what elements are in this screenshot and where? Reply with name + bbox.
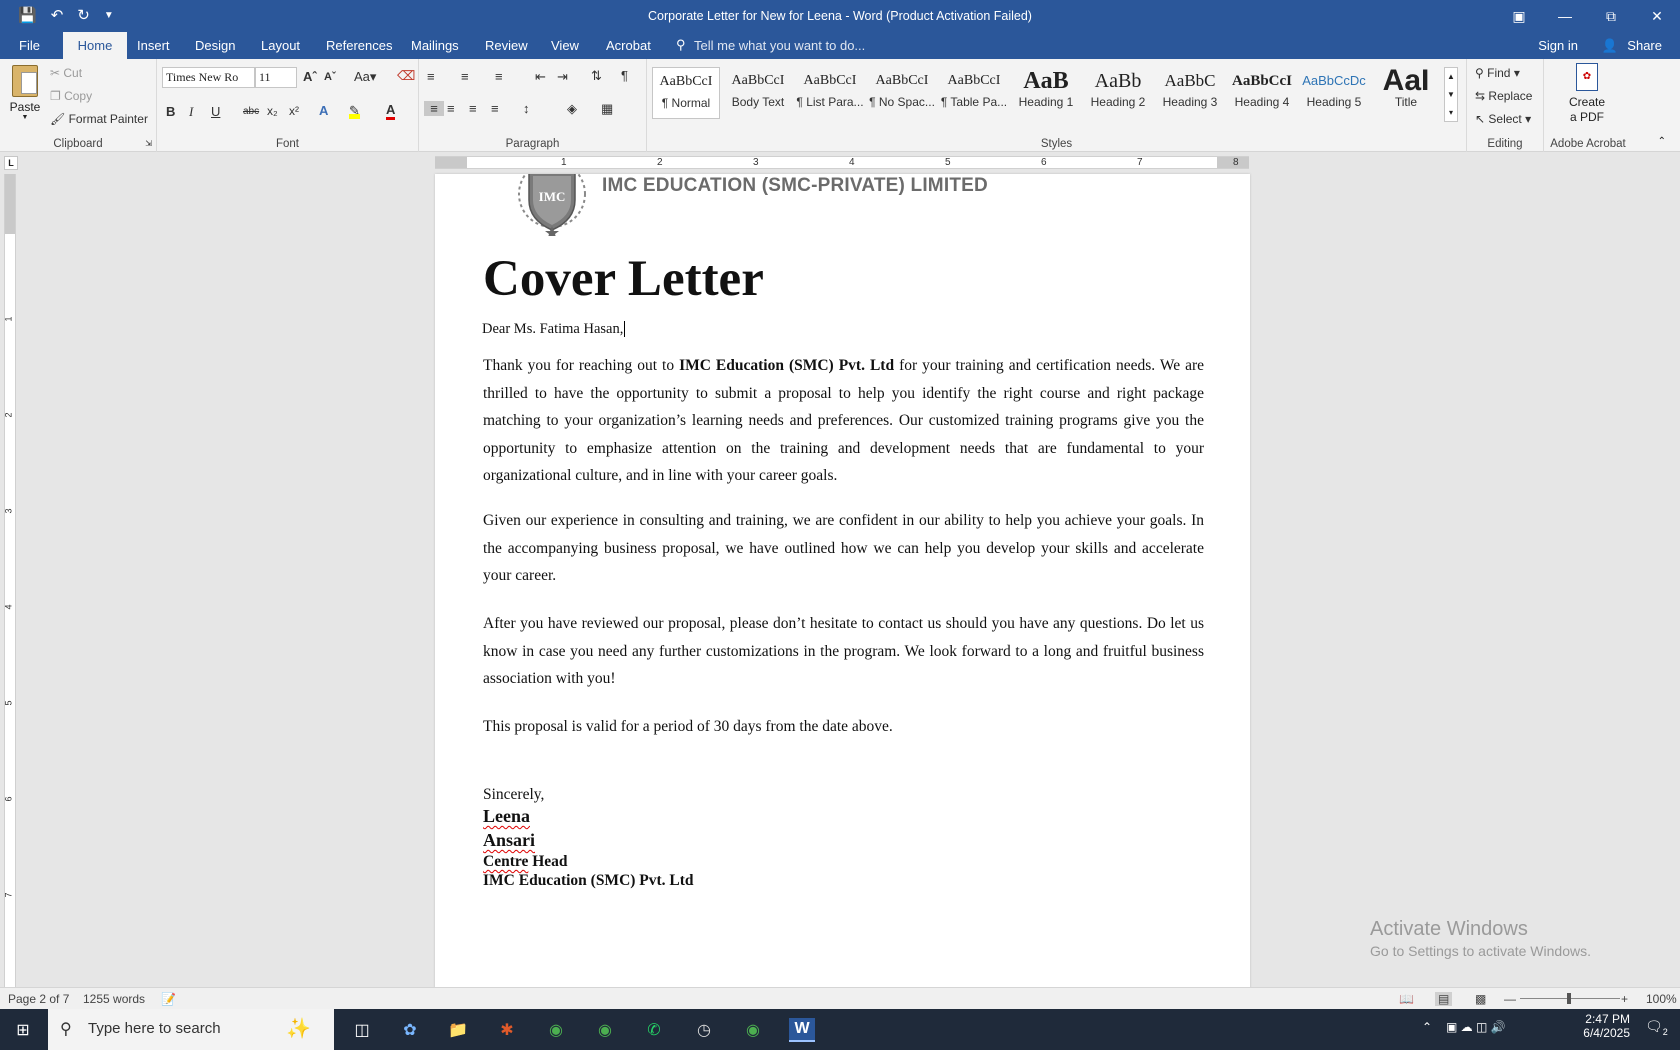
search-icon: ⚲: [1475, 66, 1484, 80]
adobe-acrobat-label: Adobe Acrobat: [1550, 138, 1626, 150]
zoom-out-icon[interactable]: —: [1504, 992, 1516, 1006]
web-layout-icon[interactable]: ▩: [1475, 992, 1487, 1006]
cover-letter-heading: Cover Letter: [483, 251, 764, 307]
ruler-mark: 8: [1233, 157, 1239, 168]
show-formatting-icon[interactable]: ¶: [621, 68, 628, 83]
style-list-paragraph[interactable]: AaBbCcI ¶ List Para...: [796, 73, 864, 109]
grow-font-icon[interactable]: Aˆ: [303, 69, 317, 84]
salutation: Dear Ms. Fatima Hasan,: [482, 321, 624, 337]
tab-review[interactable]: Review: [485, 38, 528, 53]
notification-center-icon[interactable]: $🗨_2$: [1645, 1018, 1668, 1037]
windows-start-icon[interactable]: ⊞: [16, 1022, 30, 1039]
paragraph-3: After you have reviewed our proposal, please don’t hesitate to contact us should you have any questions. Do let us know in case you need any further customizations in the program. We look forward to a long and fruitful business association with you!: [483, 615, 1204, 687]
style-heading-2[interactable]: AaBb Heading 2: [1090, 70, 1146, 109]
bullets-icon[interactable]: ≡: [427, 69, 435, 84]
window-controls: [1496, 0, 1680, 32]
restore-icon[interactable]: ⧉: [1606, 7, 1616, 24]
highlight-color-icon[interactable]: ✎: [349, 103, 360, 118]
align-center-icon[interactable]: ≡: [447, 101, 455, 116]
show-hidden-icons[interactable]: ⌃: [1422, 1020, 1433, 1034]
ruler-mark: 5: [945, 157, 951, 168]
copilot-icon[interactable]: ✿: [403, 1022, 417, 1039]
customize-qat-icon[interactable]: ▼: [103, 9, 114, 21]
person-icon: 👤: [1601, 38, 1618, 53]
tab-insert[interactable]: Insert: [137, 38, 170, 53]
text-effects-icon[interactable]: A: [319, 103, 329, 118]
ruler-mark: 7: [3, 892, 14, 898]
app-icon[interactable]: ✱: [500, 1022, 514, 1039]
paragraph-label: Paragraph: [505, 138, 560, 150]
left-margin-shade: [435, 157, 467, 168]
align-right-icon[interactable]: ≡: [469, 101, 477, 116]
ruler-mark: 3: [3, 508, 14, 514]
signature-title: Centre Head: [483, 853, 568, 870]
style-normal[interactable]: AaBbCcI ¶ Normal: [652, 67, 720, 119]
undo-icon[interactable]: ↶: [50, 7, 64, 24]
style-heading-5[interactable]: AaBbCcDc Heading 5: [1302, 73, 1366, 109]
tab-layout[interactable]: Layout: [261, 38, 301, 53]
tray-icons[interactable]: ▣ ☁ ◫ 🔊: [1446, 1020, 1506, 1034]
read-mode-icon[interactable]: 📖: [1399, 992, 1414, 1006]
multilevel-list-icon[interactable]: ≡: [495, 69, 503, 84]
style-heading-4[interactable]: AaBbCcI Heading 4: [1231, 73, 1292, 109]
ribbon-home: [0, 59, 1680, 152]
signature-last-name: Ansari: [483, 830, 536, 850]
superscript-icon[interactable]: x²: [289, 104, 299, 118]
copilot-sparkle-icon: ✨: [286, 1018, 311, 1040]
print-layout-icon[interactable]: ▤: [1435, 992, 1452, 1006]
style-heading-3[interactable]: AaBbC Heading 3: [1162, 71, 1218, 109]
proofing-icon[interactable]: 📝: [161, 992, 176, 1006]
horizontal-ruler[interactable]: [435, 156, 1249, 169]
ruler-mark: 4: [849, 157, 855, 168]
company-name: IMC EDUCATION (SMC-PRIVATE) LIMITED: [602, 175, 988, 196]
styles-group: [647, 59, 1467, 152]
font-label: Font: [275, 138, 299, 150]
style-heading-1[interactable]: AaB Heading 1: [1018, 68, 1074, 109]
taskbar-search-box[interactable]: ⚲ Type here to search ✨: [48, 1009, 334, 1050]
zoom-slider-thumb[interactable]: [1567, 993, 1571, 1004]
collapse-ribbon-icon[interactable]: ⌃: [1657, 136, 1666, 147]
shrink-font-icon[interactable]: Aˇ: [324, 71, 336, 83]
ruler-mark: 4: [3, 604, 14, 610]
tab-references[interactable]: References: [326, 38, 393, 53]
ruler-mark: 6: [3, 796, 14, 802]
closing: Sincerely,: [483, 786, 545, 803]
styles-scrollbar[interactable]: ▲ ▼ ▾: [1444, 67, 1458, 122]
editing-label: Editing: [1487, 138, 1523, 150]
italic-icon[interactable]: I: [189, 104, 194, 119]
windows-taskbar: [0, 1009, 1680, 1050]
signature-first-name: Leena: [483, 806, 530, 826]
line-spacing-icon[interactable]: ↕: [523, 101, 530, 116]
tab-file[interactable]: File: [19, 38, 40, 53]
clipboard-group: [0, 59, 157, 152]
font-color-icon[interactable]: A: [386, 103, 395, 120]
tab-stop-selector[interactable]: L: [4, 156, 18, 170]
chevron-down-icon: ▼: [21, 114, 29, 121]
save-icon[interactable]: 💾: [18, 7, 37, 24]
tab-acrobat[interactable]: Acrobat: [606, 38, 651, 53]
numbering-icon[interactable]: ≡: [461, 69, 469, 84]
dialog-launcher-icon[interactable]: ⇲: [145, 139, 152, 148]
font-size-box[interactable]: 11: [255, 67, 297, 88]
style-title[interactable]: AaI Title: [1382, 67, 1430, 109]
ruler-mark: 3: [753, 157, 759, 168]
style-no-spacing[interactable]: AaBbCcI ¶ No Spac...: [869, 73, 935, 109]
chrome-profile-icon[interactable]: ◉: [598, 1022, 612, 1039]
cursor-icon: ↖: [1475, 112, 1486, 126]
subscript-icon[interactable]: x₂: [267, 104, 278, 118]
replace-button[interactable]: ⇆ Replace: [1475, 89, 1533, 103]
sign-in-link[interactable]: Sign in: [1538, 38, 1578, 53]
change-case-button[interactable]: Aa▾: [354, 69, 377, 84]
cut-button[interactable]: ✂ Cut: [50, 66, 83, 80]
task-view-icon[interactable]: ◫: [354, 1022, 370, 1039]
activate-windows-subtitle: Go to Settings to activate Windows.: [1370, 943, 1591, 959]
page-count[interactable]: Page 2 of 7: [8, 992, 70, 1006]
sort-icon[interactable]: ⇅: [591, 68, 602, 83]
create-pdf-button[interactable]: ✿ Create a PDF: [1554, 63, 1620, 125]
paragraph-2: Given our experience in consulting and training, we are confident in our ability to help you achieve your goals. In the accompanying business proposal, we have outlined how we can help you develop your skills and accelerate your career.: [483, 512, 1204, 584]
search-icon: ⚲: [60, 1021, 72, 1038]
tab-mailings[interactable]: Mailings: [411, 38, 459, 53]
style-table-paragraph[interactable]: AaBbCcI ¶ Table Pa...: [940, 73, 1008, 109]
font-group: [157, 59, 419, 152]
company-logo: [517, 174, 587, 236]
redo-icon[interactable]: ↻: [77, 7, 90, 24]
clock-app-icon[interactable]: ◷: [697, 1022, 711, 1039]
copy-button[interactable]: ❐ Copy: [50, 89, 93, 103]
lightbulb-icon: ⚲: [676, 37, 686, 52]
share-button[interactable]: Share: [1627, 38, 1662, 53]
decrease-indent-icon[interactable]: ⇤: [535, 69, 546, 84]
title-bar: [0, 0, 1680, 32]
clipboard-label: Clipboard: [53, 138, 103, 150]
tab-design[interactable]: Design: [195, 38, 236, 53]
ruler-mark: 5: [3, 700, 14, 706]
tab-view[interactable]: View: [551, 38, 579, 53]
increase-indent-icon[interactable]: ⇥: [557, 69, 568, 84]
editing-group: [1467, 59, 1544, 152]
paste-button[interactable]: Paste ▼: [6, 63, 44, 125]
tell-me-search[interactable]: Tell me what you want to do...: [694, 38, 866, 53]
clear-formatting-icon[interactable]: ⌫: [397, 68, 416, 83]
zoom-level[interactable]: 100%: [1646, 992, 1677, 1006]
ribbon-display-icon[interactable]: ▣: [1512, 7, 1526, 24]
select-button[interactable]: ↖ Select ▾: [1475, 112, 1532, 126]
ruler-mark: 2: [3, 412, 14, 418]
window-title: Corporate Letter for New for Leena - Word (Product Activation Failed): [648, 9, 1032, 23]
ruler-mark: 6: [1041, 157, 1047, 168]
signature-company: IMC Education (SMC) Pvt. Ltd: [483, 872, 694, 889]
file-explorer-icon[interactable]: 📁: [448, 1022, 468, 1039]
justify-icon[interactable]: ≡: [491, 101, 499, 116]
acrobat-group: [1544, 59, 1632, 152]
document-page[interactable]: [435, 174, 1250, 990]
style-body-text[interactable]: AaBbCcI Body Text: [731, 73, 785, 109]
pdf-document-icon: ✿: [1576, 63, 1598, 91]
ruler-mark: 7: [1137, 157, 1143, 168]
vertical-ruler[interactable]: [4, 174, 16, 990]
activate-windows-title: Activate Windows: [1370, 918, 1528, 940]
top-margin-shade: [5, 174, 15, 234]
ribbon-tabs: [0, 32, 1680, 59]
underline-icon[interactable]: U: [211, 104, 221, 119]
paragraph-1: Thank you for reaching out to IMC Education (SMC) Pvt. Ltd for your training and certification needs. We are thrilled to have the opportunity to submit a proposal to help you identify the right course and right package matching to your organization’s learning needs and preferences. Our customized training programs give you the opportunity to emphasize attention on the training and development needs that are fundamental to your organizational culture, and in line with your career goals.: [483, 357, 1205, 484]
chrome-icon[interactable]: ◉: [549, 1022, 563, 1039]
text-cursor: [624, 321, 625, 337]
ruler-mark: 1: [561, 157, 567, 168]
ruler-mark: 2: [657, 157, 663, 168]
paragraph-4: This proposal is valid for a period of 30 days from the date above.: [483, 718, 893, 735]
chrome-profile-2-icon[interactable]: ◉: [746, 1022, 760, 1039]
tab-home[interactable]: Home: [63, 32, 127, 59]
styles-label: Styles: [1040, 138, 1073, 150]
status-bar: [0, 987, 1680, 1009]
clock[interactable]: 2:47 PM 6/4/2025: [1583, 1012, 1630, 1040]
ruler-mark: 1: [3, 316, 14, 322]
find-button[interactable]: ⚲ Find ▾: [1475, 66, 1520, 80]
replace-icon: ⇆: [1475, 89, 1486, 103]
logo-text: IMC: [538, 189, 566, 204]
font-name-box[interactable]: Times New Ro: [162, 67, 255, 88]
paragraph-group: [419, 59, 647, 152]
strikethrough-icon[interactable]: abc: [243, 106, 260, 117]
word-count[interactable]: 1255 words: [83, 992, 146, 1006]
zoom-in-icon[interactable]: +: [1621, 992, 1629, 1006]
format-painter-button[interactable]: 🖌 Format Painter: [50, 112, 148, 126]
clipboard-icon: [12, 65, 38, 97]
borders-icon[interactable]: ▦: [601, 101, 614, 116]
bold-icon[interactable]: B: [166, 104, 176, 119]
word-app-icon[interactable]: W: [789, 1018, 815, 1042]
close-icon[interactable]: ✕: [1651, 7, 1663, 24]
align-left-icon[interactable]: ≡: [424, 101, 444, 116]
whatsapp-icon[interactable]: ✆: [647, 1022, 661, 1039]
shading-icon[interactable]: ◈: [567, 101, 577, 116]
minimize-icon[interactable]: —: [1558, 8, 1572, 24]
